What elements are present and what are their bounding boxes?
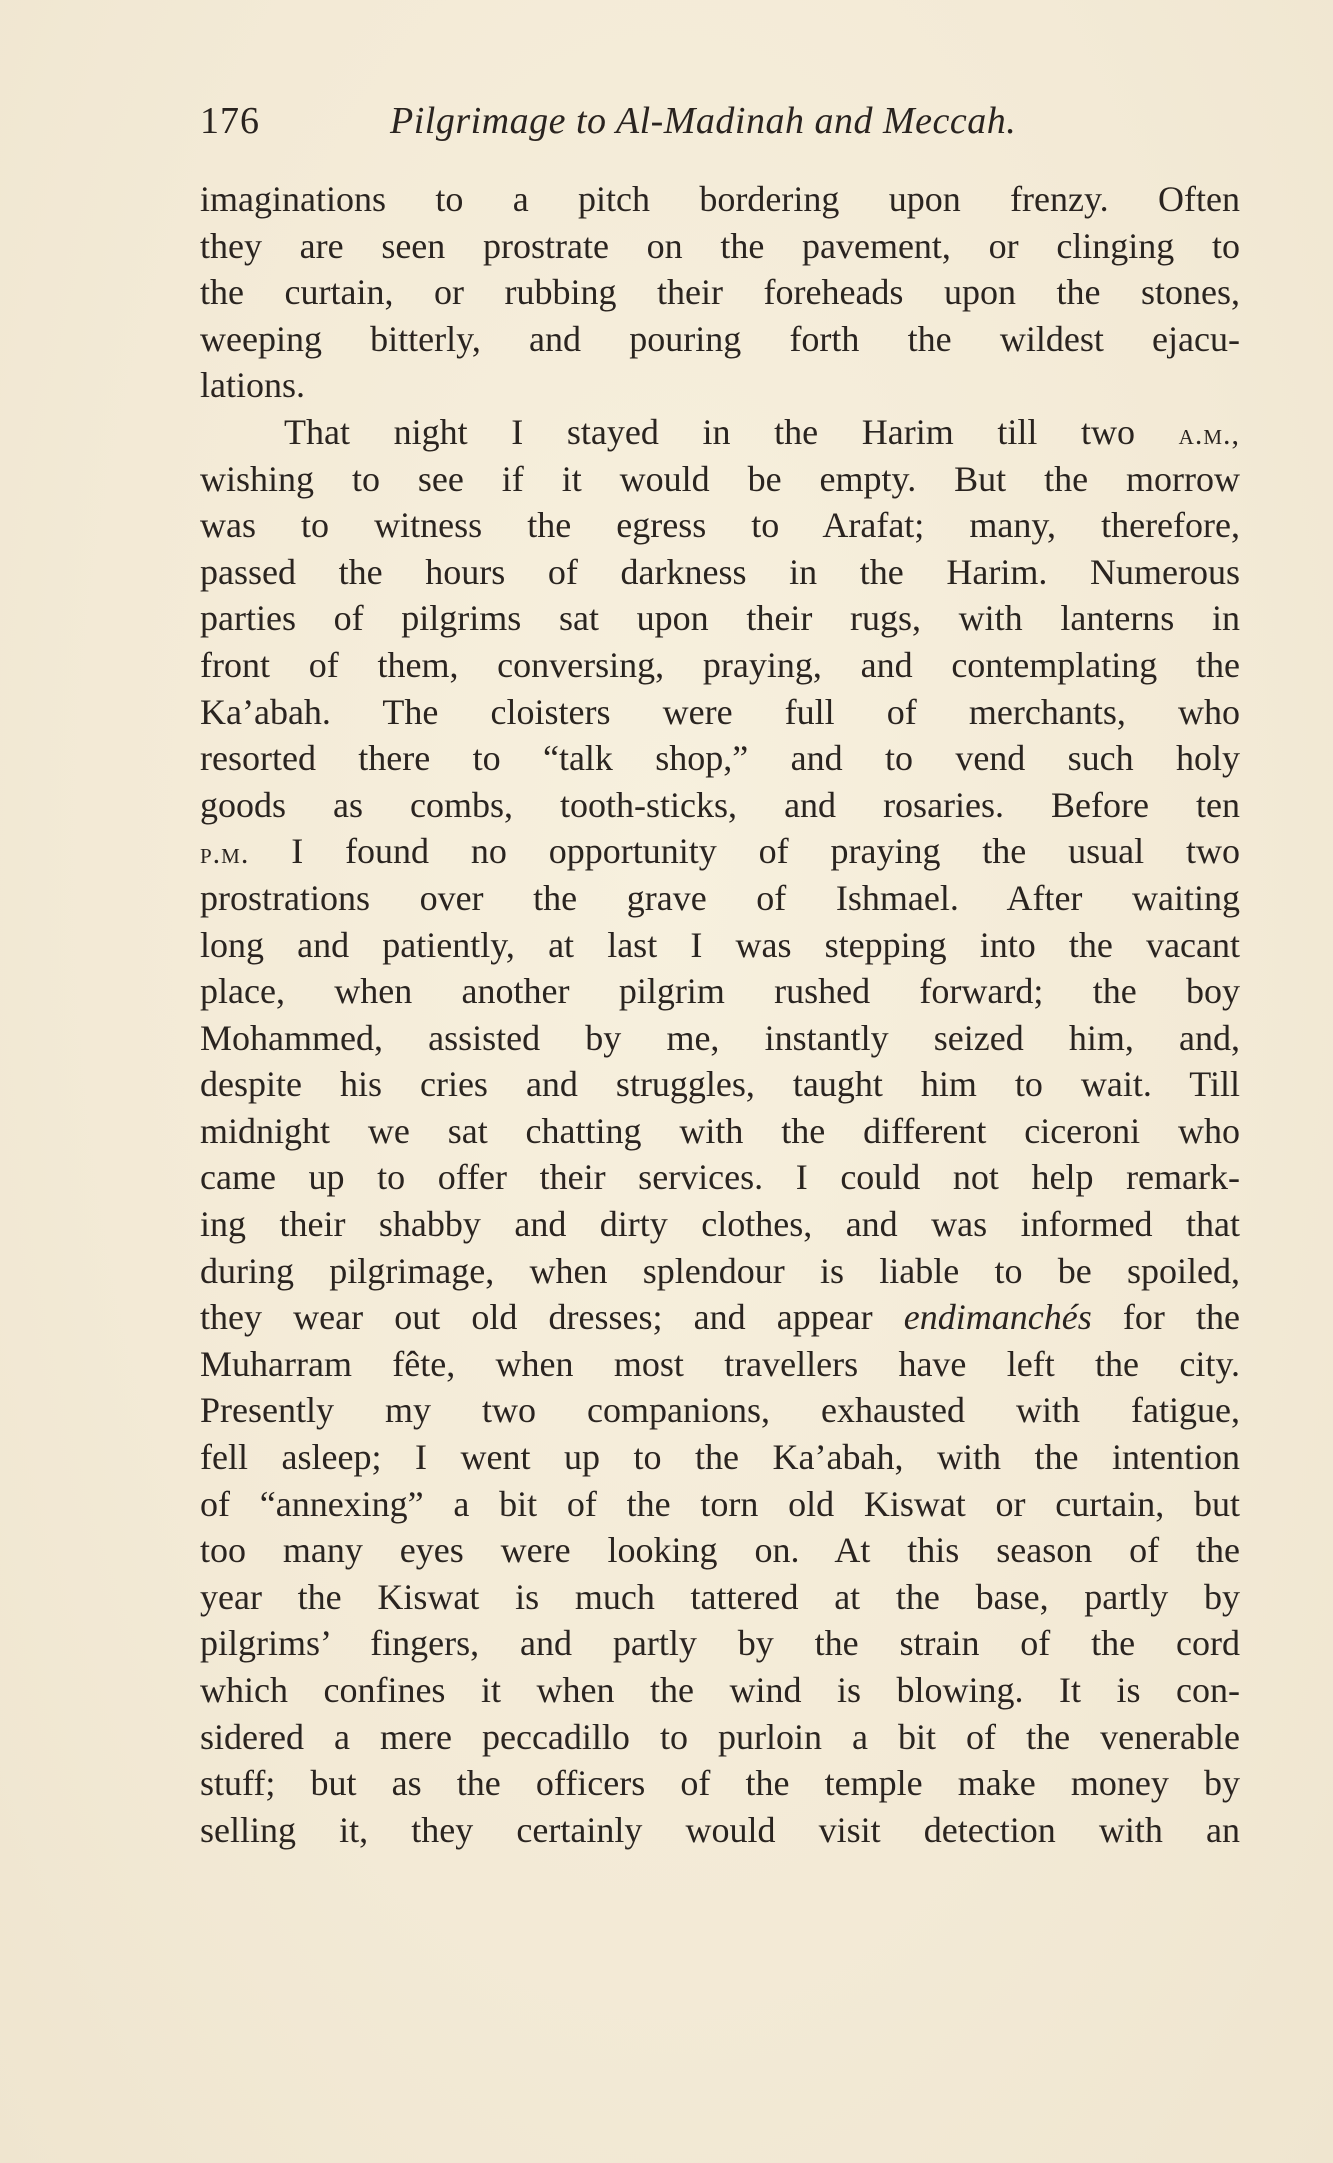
text-line-segment: That night I stayed in the Harim till two (284, 411, 1136, 452)
text-line: Muharram fête, when most travellers have left the city. (200, 1343, 1240, 1384)
text-line (200, 828, 1240, 875)
text-line: long and patiently, at last I was stepping into the vacant (200, 924, 1240, 965)
text-line: the curtain, or rubbing their foreheads upon the stones, (200, 272, 1240, 313)
text-line: they are seen prostrate on the pavement, or clinging to (200, 225, 1240, 266)
body-text (200, 176, 1240, 1853)
text-line: pilgrims’ fingers, and partly by the strain of the cord (200, 1623, 1240, 1664)
text-line: selling it, they certainly would visit detection with an (200, 1809, 1240, 1850)
text-line: too many eyes were looking on. At this season of the (200, 1530, 1240, 1571)
text-line: came up to offer their services. I could not help remark- (200, 1157, 1240, 1198)
text-line-segment: for the (1122, 1297, 1240, 1338)
text-line-segment: I found no opportunity of praying the usual two (291, 831, 1240, 872)
text-line: fell asleep; I went up to the Ka’abah, with the intention (200, 1437, 1240, 1478)
text-line: which confines it when the wind is blowing. It is con- (200, 1670, 1240, 1710)
page-number: 176 (200, 100, 260, 142)
small-caps-am: a.m., (1178, 417, 1240, 451)
text-line: place, when another pilgrim rushed forward; the boy (200, 971, 1240, 1012)
text-line: lations. (200, 365, 305, 406)
text-line: wishing to see if it would be empty. But the morrow (200, 458, 1240, 499)
text-line: sidered a mere peccadillo to purloin a bit of the venerable (200, 1716, 1240, 1757)
small-caps-pm: p.m. (200, 837, 250, 871)
text-line: prostrations over the grave of Ishmael. After waiting (200, 877, 1240, 918)
text-line: Mohammed, assisted by me, instantly seized him, and, (200, 1017, 1240, 1058)
text-line: midnight we sat chatting with the different ciceroni who (200, 1110, 1240, 1151)
text-line (200, 409, 1240, 456)
text-line (200, 1294, 1240, 1341)
text-line: front of them, conversing, praying, and contemplating the (200, 644, 1240, 685)
text-line: was to witness the egress to Arafat; many, therefore, (200, 505, 1240, 546)
running-title: Pilgrimage to Al-Madinah and Meccah. (390, 100, 1017, 142)
italic-endimanches: endimanchés (903, 1297, 1092, 1338)
text-line: passed the hours of darkness in the Harim. Numerous (200, 551, 1240, 592)
text-line: parties of pilgrims sat upon their rugs, with lanterns in (200, 598, 1240, 639)
text-line: goods as combs, tooth-sticks, and rosaries. Before ten (200, 784, 1240, 825)
text-line: Presently my two companions, exhausted with fatigue, (200, 1390, 1240, 1431)
text-line: stuff; but as the officers of the temple make money by (200, 1763, 1240, 1804)
text-line: despite his cries and struggles, taught him to wait. Till (200, 1064, 1240, 1105)
text-line: resorted there to “talk shop,” and to vend such holy (200, 738, 1240, 779)
text-line: Ka’abah. The cloisters were full of merchants, who (200, 691, 1240, 732)
text-line: ing their shabby and dirty clothes, and was informed that (200, 1204, 1240, 1245)
text-line-segment: they wear out old dresses; and appear (200, 1297, 873, 1338)
text-line: imaginations to a pitch bordering upon frenzy. Often (200, 179, 1240, 219)
text-line: weeping bitterly, and pouring forth the wildest ejacu- (200, 318, 1240, 359)
text-line: of “annexing” a bit of the torn old Kiswat or curtain, but (200, 1483, 1240, 1524)
page-header (200, 96, 1200, 146)
text-line: during pilgrimage, when splendour is liable to be spoiled, (200, 1250, 1240, 1291)
text-line: year the Kiswat is much tattered at the base, partly by (200, 1576, 1240, 1617)
